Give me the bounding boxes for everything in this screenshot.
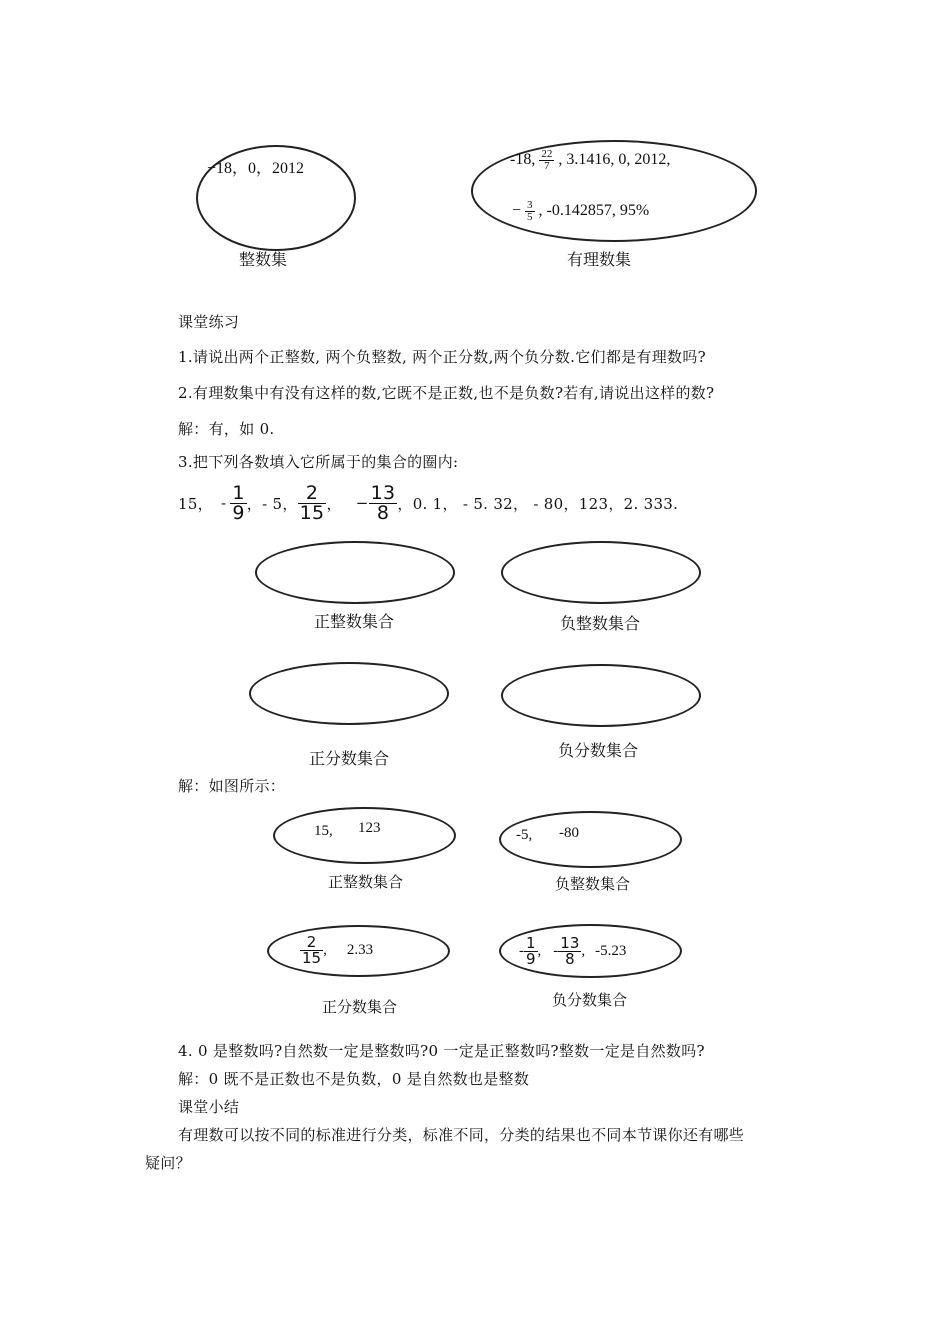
set-item: 123 bbox=[358, 820, 381, 836]
minus-sign: − bbox=[355, 494, 369, 512]
filled-negative-fraction-content bbox=[519, 929, 626, 973]
empty-negative-fraction-label: 负分数集合 bbox=[558, 741, 639, 760]
minus-sign: - bbox=[553, 942, 559, 959]
filled-positive-fraction-label: 正分数集合 bbox=[322, 998, 398, 1016]
empty-positive-integer-label: 正整数集合 bbox=[314, 612, 395, 631]
set-item: -5.23 bbox=[595, 942, 627, 959]
number-item: ，0. 1， - 5. 32， - 80，123，2. 333. bbox=[397, 494, 679, 513]
empty-negative-integer-ellipse bbox=[501, 541, 701, 604]
separator: , bbox=[581, 942, 586, 959]
rational-set-label: 有理数集 bbox=[567, 250, 632, 269]
question-4: 4. 0 是整数吗?自然数一定是整数吗?0 一定是正整数吗?整数一定是自然数吗? bbox=[178, 1042, 705, 1060]
empty-positive-fraction-label: 正分数集合 bbox=[309, 749, 390, 768]
fraction: $\frac{13}{8}$ bbox=[370, 481, 396, 524]
answer-4: 解：0 既不是正数也不是负数，0 是自然数也是整数 bbox=[178, 1070, 530, 1088]
set-item: 15, bbox=[314, 823, 333, 839]
minus-sign: - bbox=[221, 494, 227, 512]
minus-sign: − bbox=[512, 202, 522, 220]
rational-item: -18, bbox=[510, 151, 536, 169]
set-item: -80 bbox=[559, 825, 579, 841]
rational-item: , -0.142857, 95% bbox=[538, 202, 650, 220]
empty-negative-integer-label: 负整数集合 bbox=[560, 614, 641, 633]
set-item: 2.33 bbox=[346, 941, 374, 958]
number-item: ，- 5， bbox=[246, 494, 298, 513]
rational-set-line1 bbox=[510, 149, 670, 172]
answer-2: 解：有，如 0. bbox=[178, 420, 275, 438]
rational-item: , 3.1416, 0, 2012, bbox=[558, 151, 671, 169]
fraction: $\frac{1}{9}$ bbox=[232, 481, 245, 524]
empty-positive-integer-ellipse bbox=[255, 541, 455, 604]
separator: , bbox=[537, 942, 542, 959]
empty-positive-fraction-ellipse bbox=[249, 662, 449, 725]
separator: ， bbox=[326, 494, 342, 513]
rational-set-line2 bbox=[512, 200, 649, 223]
minus-sign: - bbox=[519, 942, 524, 959]
question-3: 3.把下列各数填入它所属于的集合的圈内: bbox=[178, 453, 459, 471]
filled-positive-integer-label: 正整数集合 bbox=[328, 873, 404, 891]
summary-line-1: 有理数可以按不同的标准进行分类，标准不同，分类的结果也不同本节课你还有哪些 bbox=[178, 1126, 745, 1144]
separator: , bbox=[323, 941, 327, 958]
set-item: -5, bbox=[516, 827, 533, 843]
filled-negative-integer-label: 负整数集合 bbox=[555, 875, 631, 893]
fraction: $\frac{3}{5}$ bbox=[527, 199, 533, 223]
fraction: $\frac{13}{8}$ bbox=[560, 933, 580, 968]
number-item: 15， bbox=[178, 494, 213, 513]
filled-positive-fraction-content bbox=[300, 930, 373, 970]
integer-set-content: −18，0，2012 bbox=[207, 160, 305, 177]
empty-negative-fraction-ellipse bbox=[501, 664, 701, 727]
filled-negative-fraction-label: 负分数集合 bbox=[552, 991, 628, 1009]
question-2: 2.有理数集中有没有这样的数,它既不是正数,也不是负数?若有,请说出这样的数? bbox=[178, 384, 715, 402]
fraction: $\frac{2}{15}$ bbox=[302, 932, 322, 967]
summary-line-2: 疑问？ bbox=[145, 1154, 191, 1172]
practice-heading: 课堂练习 bbox=[178, 313, 240, 331]
integer-set-label: 整数集 bbox=[239, 250, 288, 269]
answer-3-intro: 解：如图所示： bbox=[178, 777, 286, 795]
summary-heading: 课堂小结 bbox=[178, 1098, 240, 1116]
fraction: $\frac{2}{15}$ bbox=[299, 481, 325, 524]
question-3-numbers bbox=[178, 480, 678, 526]
question-1: 1.请说出两个正整数, 两个负整数, 两个正分数,两个负分数.它们都是有理数吗? bbox=[178, 348, 706, 366]
fraction: $\frac{1}{9}$ bbox=[526, 933, 536, 968]
fraction: $\frac{22}{7}$ bbox=[541, 148, 553, 172]
